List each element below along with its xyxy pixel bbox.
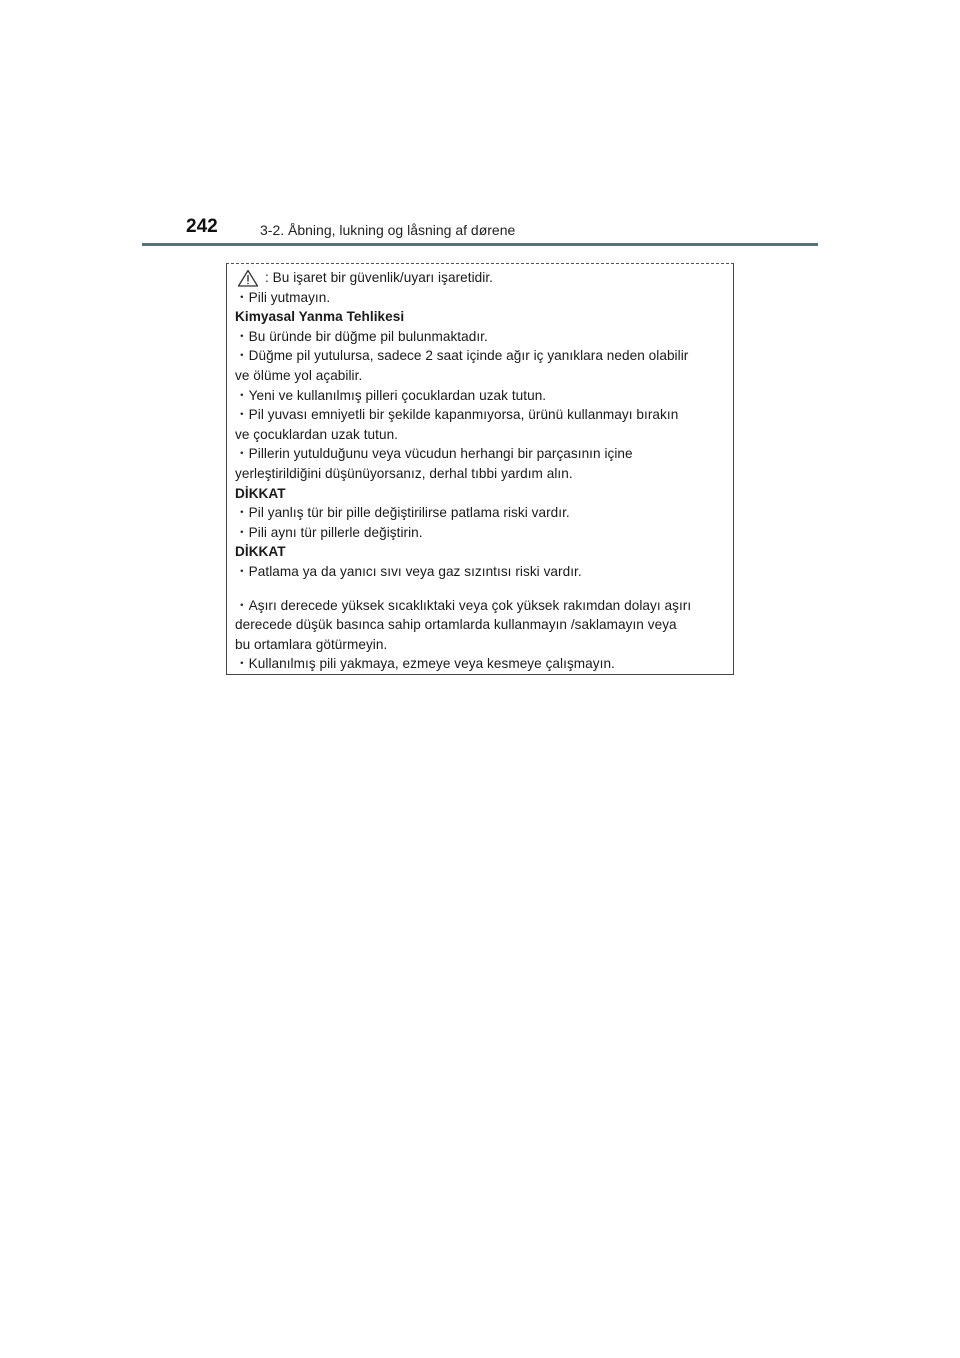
notice-heading: Kimyasal Yanma Tehlikesi [235,309,405,325]
notice-line: yerleştirildiğini düşünüyorsanız, derhal tıbbi yardım alın. [235,465,573,481]
section-title: 3-2. Åbning, lukning og låsning af dørene [260,222,516,238]
warning-triangle-icon [237,269,259,287]
notice-line-warning [235,268,733,288]
notice-line: ・Patlama ya da yanıcı sıvı veya gaz sızıntısı riski vardır. [235,563,582,579]
notice-heading: DİKKAT [235,544,286,560]
warning-legend-text: : Bu işaret bir güvenlik/uyarı işaretidir. [265,270,494,285]
notice-line: ・Pil yuvası emniyetli bir şekilde kapanmıyorsa, ürünü kullanmayı bırakın [235,407,679,423]
notice-line: ・Kullanılmış pili yakmaya, ezmeye veya kesmeye çalışmayın. [235,656,615,672]
notice-line: ・Pillerin yutulduğunu veya vücudun herhangi bir parçasının içine [235,446,633,462]
notice-line: ・Pil yanlış tür bir pille değiştirilirse patlama riski vardır. [235,505,570,521]
notice-line: ・Düğme pil yutulursa, sadece 2 saat içinde ağır iç yanıklara neden olabilir [235,348,689,364]
notice-heading: DİKKAT [235,485,286,501]
notice-line: derecede düşük basınca sahip ortamlarda kullanmayın /saklamayın veya [235,617,677,633]
notice-line: ・Pili yutmayın. [235,289,331,305]
header-divider [142,243,818,246]
notice-line: ve çocuklardan uzak tutun. [235,426,399,442]
notice-line: ・Yeni ve kullanılmış pilleri çocuklardan uzak tutun. [235,387,547,403]
warning-notice-box [226,263,734,675]
notice-line: ・Bu üründe bir düğme pil bulunmaktadır. [235,328,488,344]
notice-line: bu ortamlara götürmeyin. [235,636,388,652]
notice-line: ・Pili aynı tür pillerle değiştirin. [235,524,423,540]
page-number: 242 [186,216,218,237]
notice-line: ve ölüme yol açabilir. [235,367,363,383]
notice-line: ・Aşırı derecede yüksek sıcaklıktaki veya çok yüksek rakımdan dolayı aşırı [235,597,692,613]
